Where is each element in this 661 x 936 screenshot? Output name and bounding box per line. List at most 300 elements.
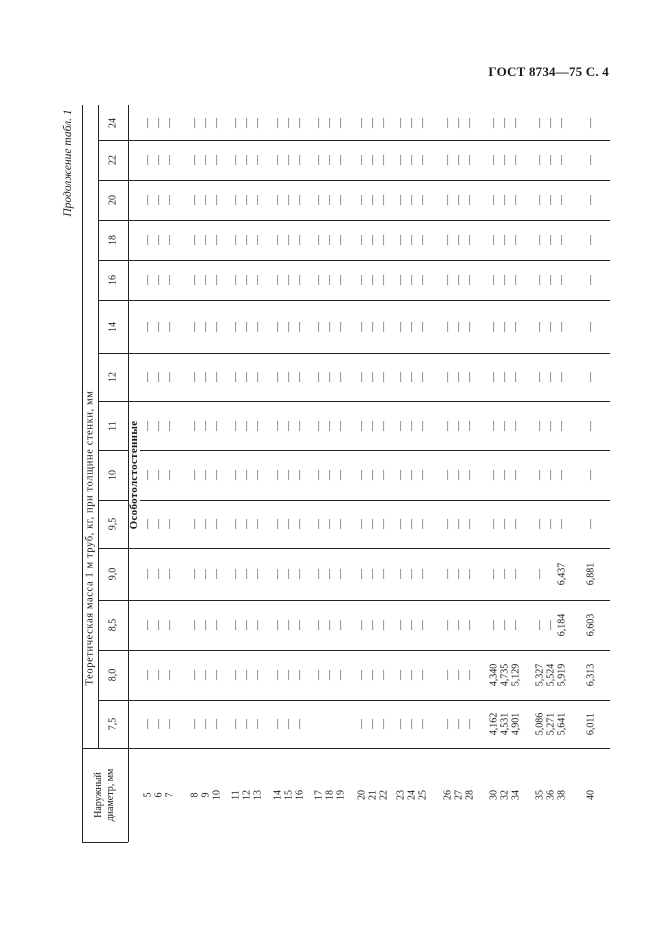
- dash-cell: —: [189, 155, 201, 165]
- dash-cell: —: [230, 420, 242, 431]
- dash-cell: —: [241, 155, 253, 165]
- diameter-value: 14: [272, 790, 284, 800]
- dash-cell: —: [252, 235, 264, 245]
- diameter-value: 40: [585, 790, 597, 800]
- dash-cell: —: [252, 420, 264, 431]
- dash-cell: —: [545, 519, 557, 529]
- dash-cell: —: [230, 670, 242, 680]
- diameter-value: 18: [324, 790, 336, 800]
- dash-cell: —: [200, 155, 212, 165]
- dash-cell: —: [545, 420, 557, 431]
- dash-cell: —: [241, 420, 253, 431]
- dash-cell: —: [556, 195, 568, 205]
- dash-cell: —: [211, 235, 223, 245]
- dash-cell: —: [142, 155, 154, 165]
- dash-cell: —: [335, 235, 347, 245]
- dash-cell: —: [272, 719, 284, 729]
- dash-cell: —: [283, 372, 295, 382]
- dash-cell: —: [313, 155, 325, 165]
- dash-cell: —: [335, 569, 347, 579]
- dash-cell: —: [189, 275, 201, 285]
- dash-cell: —: [545, 275, 557, 285]
- dash-cell: —: [453, 670, 465, 680]
- dash-cell: —: [488, 235, 500, 245]
- dash-cell: —: [585, 275, 597, 285]
- dash-cell: —: [356, 519, 368, 529]
- mass-value: 6,313: [585, 663, 597, 687]
- dash-cell: —: [378, 195, 390, 205]
- dash-cell: —: [294, 372, 306, 382]
- dash-cell: —: [406, 372, 418, 382]
- dash-cell: —: [499, 470, 511, 480]
- dash-cell: —: [252, 470, 264, 480]
- dash-cell: —: [395, 117, 407, 128]
- dash-cell: —: [153, 470, 165, 480]
- dash-cell: —: [406, 155, 418, 165]
- dash-cell: —: [211, 670, 223, 680]
- dash-cell: —: [241, 519, 253, 529]
- dash-cell: —: [585, 155, 597, 165]
- dash-cell: —: [189, 321, 201, 332]
- dash-cell: —: [294, 670, 306, 680]
- data-band-separator: [128, 220, 610, 221]
- dash-cell: —: [164, 155, 176, 165]
- dash-cell: —: [189, 117, 201, 128]
- dash-cell: —: [356, 719, 368, 729]
- diameter-value: 9: [200, 792, 212, 798]
- dash-cell: —: [324, 195, 336, 205]
- dash-cell: —: [585, 235, 597, 245]
- dash-cell: —: [453, 519, 465, 529]
- dash-cell: —: [283, 620, 295, 630]
- dash-cell: —: [442, 195, 454, 205]
- dash-cell: —: [142, 569, 154, 579]
- thickness-band-separator: [98, 500, 128, 501]
- dash-cell: —: [488, 620, 500, 630]
- dash-cell: —: [406, 275, 418, 285]
- thickness-band-separator: [98, 548, 128, 549]
- dash-cell: —: [545, 195, 557, 205]
- dash-cell: —: [395, 155, 407, 165]
- dash-cell: —: [534, 470, 546, 480]
- dash-cell: —: [189, 470, 201, 480]
- dash-cell: —: [488, 117, 500, 128]
- dash-cell: —: [335, 155, 347, 165]
- thickness-band-separator: [98, 600, 128, 601]
- dash-cell: —: [294, 569, 306, 579]
- dash-cell: —: [510, 235, 522, 245]
- data-band-separator: [128, 180, 610, 181]
- thickness-label-16: 16: [107, 275, 119, 285]
- dash-cell: —: [241, 719, 253, 729]
- dash-cell: —: [378, 321, 390, 332]
- dash-cell: —: [406, 420, 418, 431]
- diameter-column-line: [82, 748, 610, 749]
- dash-cell: —: [453, 420, 465, 431]
- dash-cell: —: [324, 235, 336, 245]
- diameter-value: 17: [313, 790, 325, 800]
- thickness-band-separator: [98, 300, 128, 301]
- dash-cell: —: [464, 235, 476, 245]
- dash-cell: —: [142, 620, 154, 630]
- dash-cell: —: [585, 195, 597, 205]
- diameter-value: 13: [252, 790, 264, 800]
- dash-cell: —: [294, 235, 306, 245]
- dash-cell: —: [488, 519, 500, 529]
- dash-cell: —: [417, 420, 429, 431]
- thickness-band-separator: [98, 650, 128, 651]
- thickness-band-separator: [98, 450, 128, 451]
- dash-cell: —: [545, 620, 557, 630]
- dash-cell: —: [272, 275, 284, 285]
- dash-cell: —: [534, 321, 546, 332]
- dash-cell: —: [211, 420, 223, 431]
- dash-cell: —: [378, 155, 390, 165]
- dash-cell: —: [164, 275, 176, 285]
- thickness-label-9-5: 9,5: [107, 517, 119, 531]
- dash-cell: —: [356, 155, 368, 165]
- dash-cell: —: [153, 117, 165, 128]
- dash-cell: —: [395, 195, 407, 205]
- dash-cell: —: [488, 155, 500, 165]
- dash-cell: —: [395, 275, 407, 285]
- thickness-label-8-0: 8,0: [107, 668, 119, 682]
- dash-cell: —: [545, 155, 557, 165]
- dash-cell: —: [367, 420, 379, 431]
- dash-cell: —: [453, 569, 465, 579]
- dash-cell: —: [367, 372, 379, 382]
- dash-cell: —: [488, 569, 500, 579]
- diameter-value: 16: [294, 790, 306, 800]
- thickness-label-7-5: 7,5: [107, 717, 119, 731]
- dash-cell: —: [272, 670, 284, 680]
- dash-cell: —: [153, 620, 165, 630]
- thickness-label-24: 24: [107, 117, 119, 128]
- dash-cell: —: [335, 372, 347, 382]
- dash-cell: —: [442, 321, 454, 332]
- thickness-band-separator: [98, 401, 128, 402]
- dash-cell: —: [464, 321, 476, 332]
- dash-cell: —: [164, 620, 176, 630]
- dash-cell: —: [313, 372, 325, 382]
- dash-cell: —: [499, 620, 511, 630]
- dash-cell: —: [164, 117, 176, 128]
- diameter-value: 19: [335, 790, 347, 800]
- dash-cell: —: [335, 117, 347, 128]
- dash-cell: —: [585, 420, 597, 431]
- dash-cell: —: [406, 670, 418, 680]
- dash-cell: —: [230, 569, 242, 579]
- dash-cell: —: [200, 420, 212, 431]
- mass-value: 4,531: [499, 712, 511, 736]
- data-band-separator: [128, 650, 610, 651]
- dash-cell: —: [510, 620, 522, 630]
- dash-cell: —: [442, 275, 454, 285]
- dash-cell: —: [241, 195, 253, 205]
- dash-cell: —: [556, 519, 568, 529]
- dash-cell: —: [417, 519, 429, 529]
- thickness-label-20: 20: [107, 195, 119, 205]
- dash-cell: —: [442, 569, 454, 579]
- mass-value: 6,184: [556, 613, 568, 637]
- dash-cell: —: [153, 195, 165, 205]
- dash-cell: —: [200, 719, 212, 729]
- dash-cell: —: [367, 117, 379, 128]
- dash-cell: —: [442, 235, 454, 245]
- dash-cell: —: [252, 321, 264, 332]
- dash-cell: —: [534, 519, 546, 529]
- dash-cell: —: [417, 719, 429, 729]
- dash-cell: —: [313, 519, 325, 529]
- dash-cell: —: [200, 195, 212, 205]
- dash-cell: —: [211, 372, 223, 382]
- diameter-value: 26: [442, 790, 454, 800]
- diameter-value: 5: [142, 792, 154, 798]
- dash-cell: —: [241, 117, 253, 128]
- table-bottom-border: [82, 842, 128, 843]
- dash-cell: —: [534, 569, 546, 579]
- diameter-value: 21: [367, 790, 379, 800]
- dash-cell: —: [294, 275, 306, 285]
- dash-cell: —: [230, 117, 242, 128]
- dash-cell: —: [545, 117, 557, 128]
- dash-cell: —: [395, 235, 407, 245]
- dash-cell: —: [378, 670, 390, 680]
- mass-value: 5,641: [556, 712, 568, 736]
- dash-cell: —: [294, 519, 306, 529]
- dash-cell: —: [272, 620, 284, 630]
- diameter-value: 12: [241, 790, 253, 800]
- thickness-label-14: 14: [107, 321, 119, 332]
- dash-cell: —: [406, 620, 418, 630]
- dash-cell: —: [200, 321, 212, 332]
- dash-cell: —: [272, 195, 284, 205]
- dash-cell: —: [324, 569, 336, 579]
- thickness-label-12: 12: [107, 372, 119, 382]
- dash-cell: —: [488, 470, 500, 480]
- dash-cell: —: [406, 519, 418, 529]
- dash-cell: —: [283, 719, 295, 729]
- dash-cell: —: [294, 117, 306, 128]
- dash-cell: —: [545, 235, 557, 245]
- dash-cell: —: [324, 670, 336, 680]
- dash-cell: —: [488, 321, 500, 332]
- dash-cell: —: [499, 420, 511, 431]
- dash-cell: —: [142, 195, 154, 205]
- dash-cell: —: [378, 719, 390, 729]
- dash-cell: —: [272, 420, 284, 431]
- dash-cell: —: [324, 620, 336, 630]
- dash-cell: —: [417, 670, 429, 680]
- dash-cell: —: [417, 155, 429, 165]
- dash-cell: —: [367, 235, 379, 245]
- data-band-separator: [140, 500, 610, 501]
- dash-cell: —: [442, 470, 454, 480]
- dash-cell: —: [534, 155, 546, 165]
- dash-cell: —: [356, 670, 368, 680]
- dash-cell: —: [335, 620, 347, 630]
- mass-value: 4,340: [488, 663, 500, 687]
- dash-cell: —: [142, 470, 154, 480]
- dash-cell: —: [200, 235, 212, 245]
- dash-cell: —: [272, 470, 284, 480]
- dash-cell: —: [464, 620, 476, 630]
- dash-cell: —: [294, 155, 306, 165]
- dash-cell: —: [142, 117, 154, 128]
- dash-cell: —: [367, 321, 379, 332]
- dash-cell: —: [164, 719, 176, 729]
- dash-cell: —: [189, 670, 201, 680]
- dash-cell: —: [510, 155, 522, 165]
- dash-cell: —: [406, 235, 418, 245]
- dash-cell: —: [395, 372, 407, 382]
- dash-cell: —: [417, 195, 429, 205]
- dash-cell: —: [272, 519, 284, 529]
- data-band-separator: [128, 300, 610, 301]
- thickness-band-separator: [98, 260, 128, 261]
- dash-cell: —: [367, 195, 379, 205]
- dash-cell: —: [241, 275, 253, 285]
- dash-cell: —: [378, 620, 390, 630]
- dash-cell: —: [499, 195, 511, 205]
- dash-cell: —: [200, 470, 212, 480]
- dash-cell: —: [395, 519, 407, 529]
- dash-cell: —: [464, 519, 476, 529]
- data-band-separator: [128, 600, 610, 601]
- dash-cell: —: [283, 420, 295, 431]
- dash-cell: —: [556, 155, 568, 165]
- diameter-value: 25: [417, 790, 429, 800]
- dash-cell: —: [378, 420, 390, 431]
- dash-cell: —: [211, 620, 223, 630]
- dash-cell: —: [585, 519, 597, 529]
- dash-cell: —: [230, 155, 242, 165]
- dash-cell: —: [378, 117, 390, 128]
- dash-cell: —: [453, 620, 465, 630]
- dash-cell: —: [294, 470, 306, 480]
- diameter-value: 10: [211, 790, 223, 800]
- dash-cell: —: [585, 321, 597, 332]
- dash-cell: —: [488, 195, 500, 205]
- dash-cell: —: [510, 195, 522, 205]
- dash-cell: —: [142, 372, 154, 382]
- dash-cell: —: [556, 470, 568, 480]
- dash-cell: —: [200, 620, 212, 630]
- dash-cell: —: [395, 719, 407, 729]
- dash-cell: —: [510, 321, 522, 332]
- dash-cell: —: [313, 235, 325, 245]
- dash-cell: —: [395, 569, 407, 579]
- dash-cell: —: [153, 420, 165, 431]
- dash-cell: —: [283, 321, 295, 332]
- dash-cell: —: [534, 620, 546, 630]
- mass-value: 4,162: [488, 712, 500, 736]
- dash-cell: —: [189, 519, 201, 529]
- dash-cell: —: [395, 670, 407, 680]
- dash-cell: —: [356, 420, 368, 431]
- mass-value: 5,086: [534, 712, 546, 736]
- thickness-label-18: 18: [107, 235, 119, 245]
- dash-cell: —: [313, 620, 325, 630]
- dash-cell: —: [324, 420, 336, 431]
- dash-cell: —: [164, 235, 176, 245]
- dash-cell: —: [356, 620, 368, 630]
- dash-cell: —: [534, 195, 546, 205]
- thickness-label-22: 22: [107, 155, 119, 165]
- dash-cell: —: [200, 670, 212, 680]
- dash-cell: —: [367, 569, 379, 579]
- data-band-separator: [128, 260, 610, 261]
- dash-cell: —: [230, 470, 242, 480]
- dash-cell: —: [189, 569, 201, 579]
- dash-cell: —: [453, 275, 465, 285]
- dash-cell: —: [324, 470, 336, 480]
- dash-cell: —: [464, 372, 476, 382]
- dash-cell: —: [406, 117, 418, 128]
- dash-cell: —: [356, 117, 368, 128]
- dash-cell: —: [200, 275, 212, 285]
- dash-cell: —: [252, 670, 264, 680]
- dash-cell: —: [324, 519, 336, 529]
- dash-cell: —: [211, 519, 223, 529]
- dash-cell: —: [142, 420, 154, 431]
- dash-cell: —: [499, 372, 511, 382]
- dash-cell: —: [164, 195, 176, 205]
- dash-cell: —: [142, 670, 154, 680]
- dash-cell: —: [313, 195, 325, 205]
- data-band-separator: [128, 548, 610, 549]
- dash-cell: —: [252, 519, 264, 529]
- dash-cell: —: [464, 275, 476, 285]
- diameter-value: 28: [464, 790, 476, 800]
- dash-cell: —: [464, 470, 476, 480]
- mass-value: 5,524: [545, 663, 557, 687]
- diameter-value: 32: [499, 790, 511, 800]
- dash-cell: —: [153, 569, 165, 579]
- dash-cell: —: [153, 321, 165, 332]
- dash-cell: —: [367, 470, 379, 480]
- dash-cell: —: [230, 195, 242, 205]
- dash-cell: —: [534, 235, 546, 245]
- dash-cell: —: [211, 117, 223, 128]
- dash-cell: —: [164, 569, 176, 579]
- thickness-band-separator: [98, 700, 128, 701]
- dash-cell: —: [453, 195, 465, 205]
- dash-cell: —: [378, 235, 390, 245]
- dash-cell: —: [335, 275, 347, 285]
- dash-cell: —: [356, 569, 368, 579]
- dash-cell: —: [252, 155, 264, 165]
- dash-cell: —: [464, 117, 476, 128]
- diameter-value: 23: [395, 790, 407, 800]
- mass-value: 5,327: [534, 663, 546, 687]
- data-band-separator: [128, 401, 610, 402]
- dash-cell: —: [241, 321, 253, 332]
- thickness-band-separator: [98, 220, 128, 221]
- dash-cell: —: [534, 420, 546, 431]
- dash-cell: —: [294, 719, 306, 729]
- diameter-value: 7: [164, 792, 176, 798]
- dash-cell: —: [230, 620, 242, 630]
- dash-cell: —: [453, 321, 465, 332]
- dash-cell: —: [252, 569, 264, 579]
- diameter-value: 6: [153, 792, 165, 798]
- dash-cell: —: [252, 372, 264, 382]
- diameter-value: 22: [378, 790, 390, 800]
- dash-cell: —: [453, 372, 465, 382]
- dash-cell: —: [534, 275, 546, 285]
- mass-value: 5,129: [510, 663, 522, 687]
